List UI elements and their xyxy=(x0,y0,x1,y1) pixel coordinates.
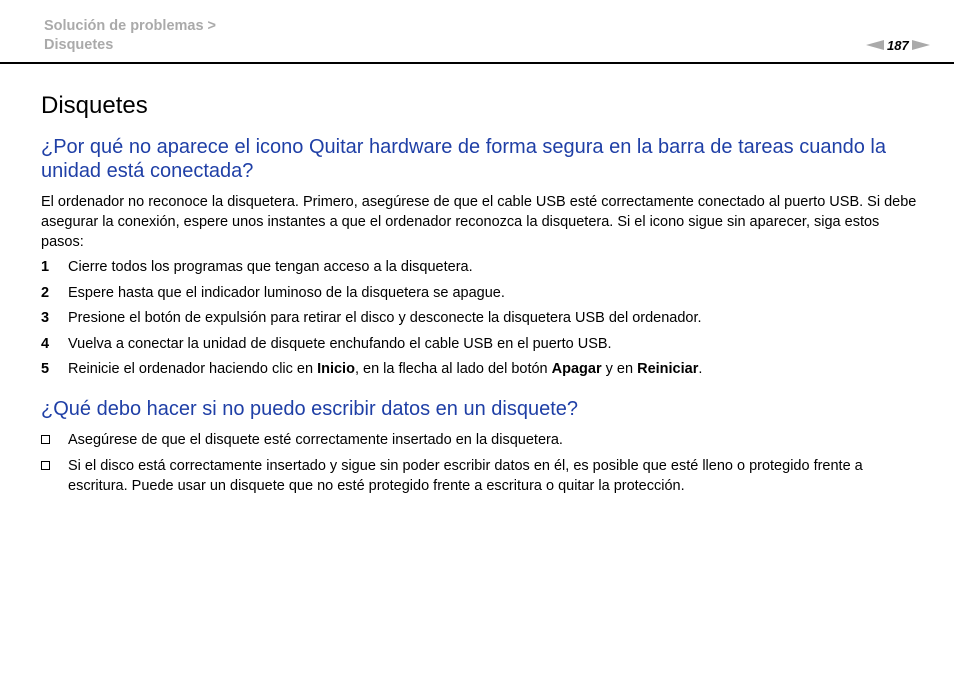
page-title: Disquetes xyxy=(41,92,148,119)
step-text-part: . xyxy=(698,361,703,377)
step-number: 2 xyxy=(41,285,50,301)
checkbox-bullet-icon xyxy=(41,461,50,470)
step-text: Presione el botón de expulsión para retirar el disco y desconecte la disquetera USB del ordenador. xyxy=(68,310,702,326)
step-text xyxy=(68,359,921,379)
step-text: Vuelva a conectar la unidad de disquete enchufando el cable USB en el puerto USB. xyxy=(68,336,612,352)
step-number: 5 xyxy=(41,361,50,377)
pager xyxy=(866,37,930,53)
breadcrumb-parent[interactable]: Solución de problemas > xyxy=(44,18,217,34)
step-text-part: Reinicie el ordenador haciendo clic en xyxy=(68,361,318,377)
step-number: 4 xyxy=(41,336,50,352)
apagar-label: Apagar xyxy=(551,361,602,377)
bullet-text: Si el disco está correctamente insertado y sigue sin poder escribir datos en él, es posible que esté lleno o protegido frente a escritura. Puede usar un disquete que no esté protegido frente a escritura o quitar la protección. xyxy=(68,458,863,494)
step-text: Cierre todos los programas que tengan acceso a la disquetera. xyxy=(68,259,473,275)
reiniciar-label: Reiniciar xyxy=(637,361,699,377)
checkbox-bullet-icon xyxy=(41,435,50,444)
intro-paragraph: El ordenador no reconoce la disquetera. Primero, asegúrese de que el cable USB esté correctamente conectado al puerto USB. Si debe asegurar la conexión, espere unos instantes a que el ordenador reconozca la disquetera. Si el icono sigue sin aparecer, siga estos pasos: xyxy=(41,194,917,250)
step-text-part: , en la flecha al lado del botón xyxy=(354,361,552,377)
step-text: Espere hasta que el indicador luminoso de la disquetera se apague. xyxy=(68,285,505,301)
section-heading-write-data: ¿Qué debo hacer si no puedo escribir datos en un disquete? xyxy=(41,398,579,420)
bullet-text: Asegúrese de que el disquete esté correctamente insertado en la disquetera. xyxy=(68,432,563,448)
page-number: 187 xyxy=(887,37,909,53)
inicio-label: Inicio xyxy=(317,361,355,377)
next-page-icon[interactable] xyxy=(912,40,930,50)
step-number: 1 xyxy=(41,259,50,275)
breadcrumb-current[interactable]: Disquetes xyxy=(44,37,114,53)
section-heading-taskbar-icon: ¿Por qué no aparece el icono Quitar hardware de forma segura en la barra de tareas cuando la unidad está conectada? xyxy=(41,136,886,182)
header-divider xyxy=(0,62,954,64)
previous-page-icon[interactable] xyxy=(866,40,884,50)
step-number: 3 xyxy=(41,310,50,326)
breadcrumb xyxy=(44,17,216,55)
step-text-part: y en xyxy=(601,361,638,377)
